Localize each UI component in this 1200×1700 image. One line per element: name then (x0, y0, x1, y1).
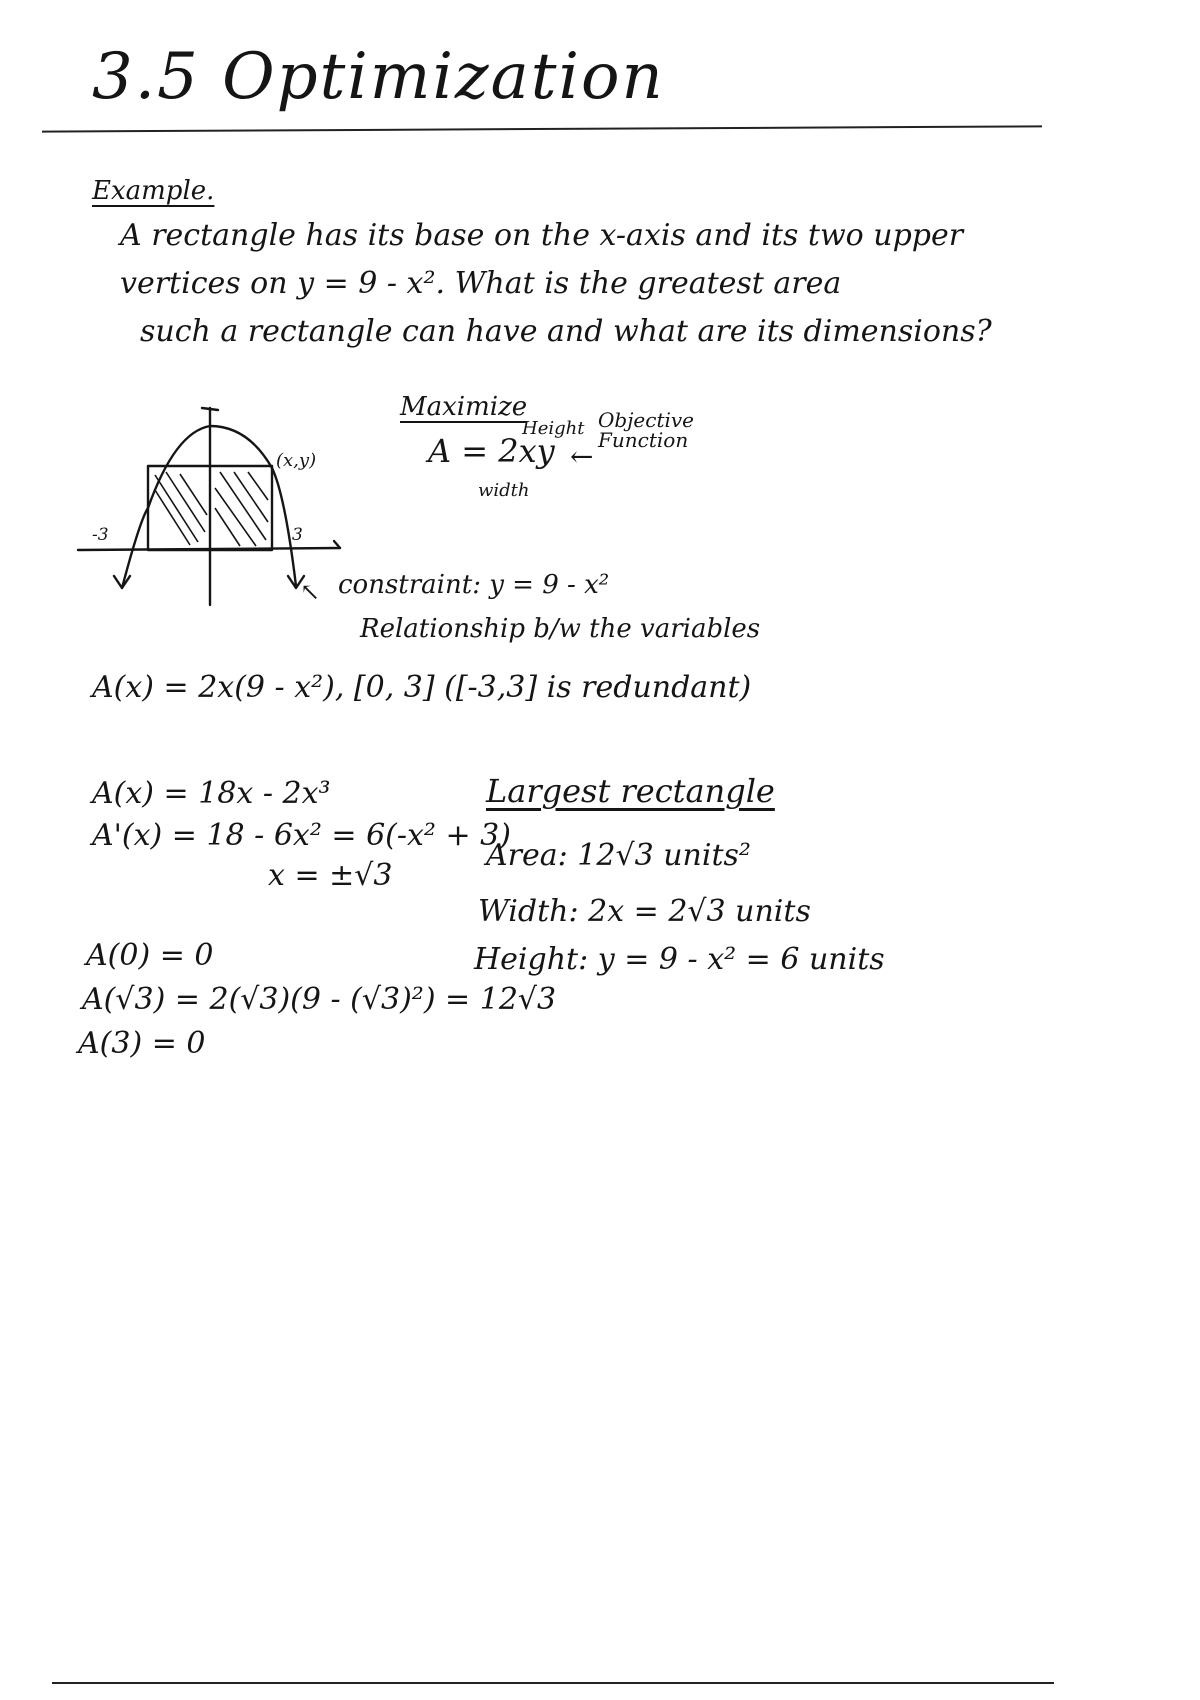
y-axis-top-cap (202, 408, 218, 410)
height-annotation: Height (522, 418, 585, 439)
width-annotation: width (478, 480, 530, 501)
bottom-rule (52, 1682, 1054, 1684)
expanded-area: A(x) = 18x - 2x³ (92, 776, 331, 811)
parabola-sketch (70, 400, 370, 610)
problem-line-1: A rectangle has its base on the x-axis and its two upper (120, 218, 964, 253)
eval-a-zero: A(0) = 0 (86, 938, 214, 973)
area-function: A(x) = 2x(9 - x²), [0, 3] ([-3,3] is redundant) (92, 670, 752, 705)
hatched-region (155, 472, 268, 546)
example-label: Example. (92, 176, 215, 206)
eval-a-three: A(3) = 0 (78, 1026, 206, 1061)
pos-three-label: 3 (292, 525, 303, 545)
neg-three-label: -3 (92, 525, 109, 545)
maximize-heading: Maximize (400, 392, 528, 422)
page-title: 3.5 Optimization (92, 40, 665, 114)
title-rule (42, 125, 1042, 132)
problem-line-2: vertices on y = 9 - x². What is the greatest area (120, 266, 842, 301)
left-arrowhead (114, 576, 130, 588)
objective-function-note: Objective Function (598, 408, 695, 452)
result-area: Area: 12√3 units² (486, 838, 751, 873)
critical-points: x = ±√3 (268, 858, 393, 893)
arrow-left-icon: ← (570, 440, 594, 473)
result-height: Height: y = 9 - x² = 6 units (474, 942, 885, 977)
constraint-line: constraint: y = 9 - x² (338, 570, 610, 600)
derivative: A'(x) = 18 - 6x² = 6(-x² + 3) (92, 818, 511, 853)
problem-line-3: such a rectangle can have and what are its dimensions? (140, 314, 992, 349)
objective-formula: A = 2xy (428, 432, 555, 470)
result-width: Width: 2x = 2√3 units (478, 894, 811, 929)
relationship-line: Relationship b/w the variables (360, 614, 761, 644)
result-heading: Largest rectangle (486, 772, 775, 810)
eval-a-root3: A(√3) = 2(√3)(9 - (√3)²) = 12√3 (82, 982, 557, 1017)
point-label: (x,y) (276, 450, 317, 471)
constraint-arrow-icon: ↖ (300, 578, 321, 606)
